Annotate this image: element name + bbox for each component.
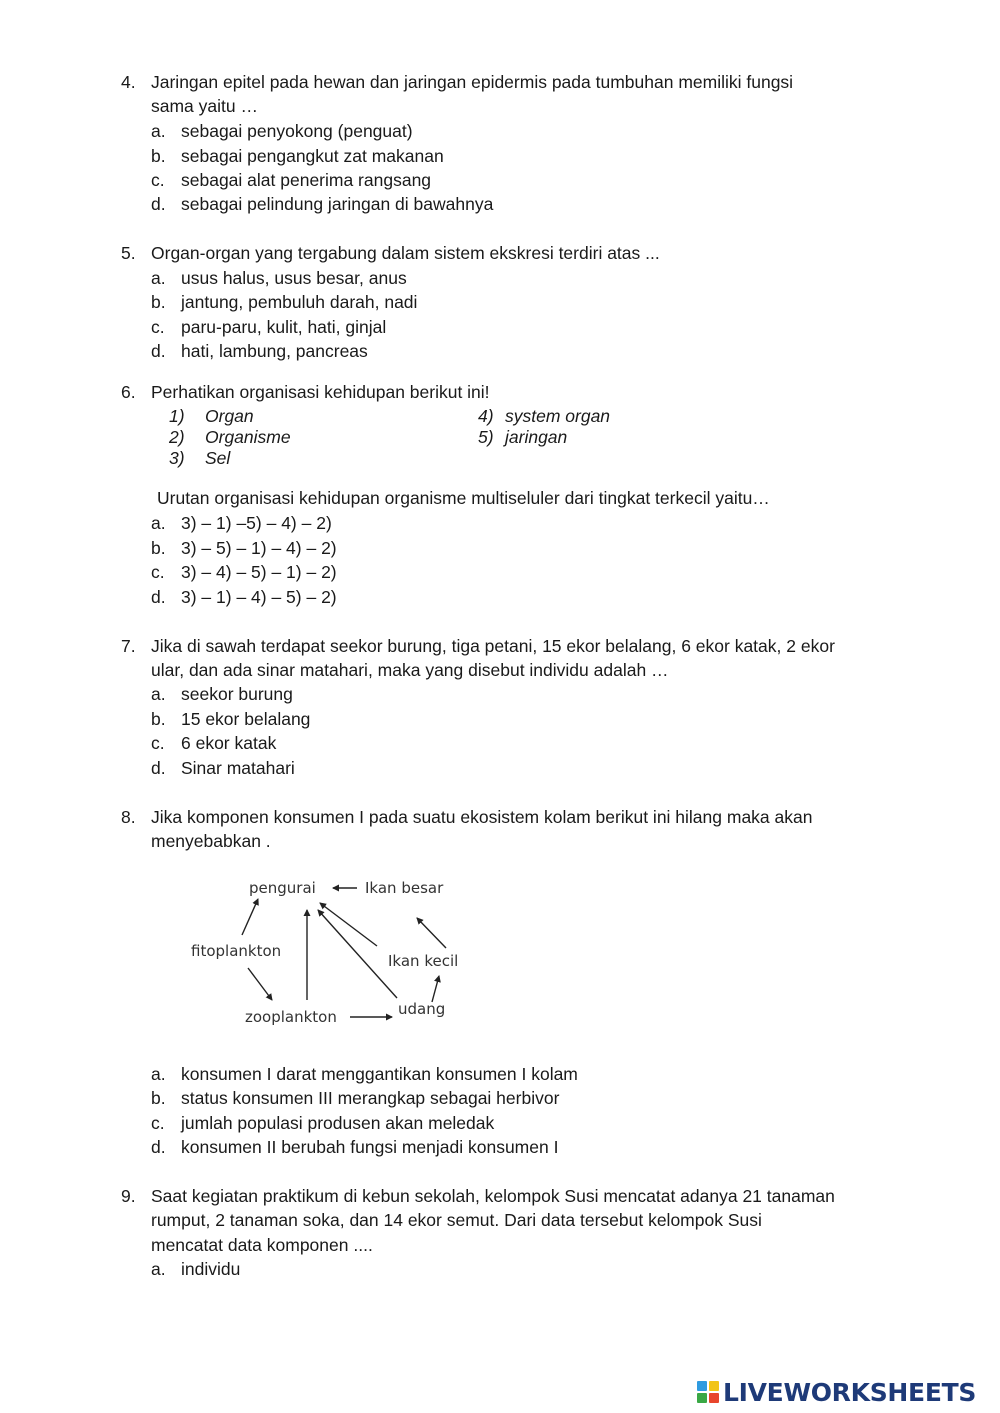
arrow-ikan-kecil-to-ikan-besar (417, 918, 446, 948)
option-label: a. (151, 1064, 166, 1084)
option-text: jantung, pembuluh darah, nadi (181, 292, 418, 312)
option-label: c. (151, 562, 165, 582)
question-text-line: menyebabkan . (151, 831, 271, 851)
option-label: a. (151, 121, 166, 141)
option-text: paru-paru, kulit, hati, ginjal (181, 317, 387, 337)
question-text-line: Jika komponen konsumen I pada suatu ekosistem kolam berikut ini hilang maka akan (151, 807, 813, 827)
arrow-ikan-kecil-to-pengurai (320, 903, 377, 946)
option-text: 3) – 5) – 1) – 4) – 2) (181, 538, 337, 558)
option-label: c. (151, 733, 165, 753)
question-text-line: Saat kegiatan praktikum di kebun sekolah, kelompok Susi mencatat adanya 21 tanaman (151, 1186, 835, 1206)
option-text: 3) – 1) –5) – 4) – 2) (181, 513, 332, 533)
question-number: 6. (121, 382, 136, 402)
option-text: individu (181, 1259, 241, 1279)
option-text: seekor burung (181, 684, 293, 704)
option-text: konsumen II berubah fungsi menjadi konsumen I (181, 1137, 559, 1157)
option-text: hati, lambung, pancreas (181, 341, 368, 361)
option-label: d. (151, 194, 166, 214)
list-item: Organ (205, 406, 254, 426)
option-label: b. (151, 709, 166, 729)
list-item: jaringan (505, 427, 568, 447)
question-text-line: sama yaitu … (151, 96, 258, 116)
option-text: 3) – 4) – 5) – 1) – 2) (181, 562, 337, 582)
question-number: 7. (121, 636, 136, 656)
option-label: a. (151, 684, 166, 704)
option-text: status konsumen III merangkap sebagai herbivor (181, 1088, 560, 1108)
option-text: usus halus, usus besar, anus (181, 268, 407, 288)
arrow-udang-to-pengurai (318, 910, 397, 998)
option-label: c. (151, 1113, 165, 1133)
option-text: 3) – 1) – 4) – 5) – 2) (181, 587, 337, 607)
arrow-fitoplankton-to-zooplankton (248, 968, 272, 1000)
option-label: c. (151, 317, 165, 337)
option-label: c. (151, 170, 165, 190)
list-item: Sel (205, 448, 231, 468)
arrow-fitoplankton-to-pengurai (242, 899, 258, 935)
brand-text: LIVEWORKSHEETS (723, 1378, 977, 1407)
node-fitoplankton: fitoplankton (191, 942, 282, 960)
list-number: 4) (478, 406, 494, 426)
option-label: a. (151, 513, 166, 533)
option-text: jumlah populasi produsen akan meledak (181, 1113, 495, 1133)
option-label: d. (151, 1137, 166, 1157)
node-ikan-besar: Ikan besar (365, 879, 444, 897)
list-item: system organ (505, 406, 611, 426)
option-label: d. (151, 341, 166, 361)
option-label: b. (151, 1088, 166, 1108)
food-web-diagram (180, 866, 480, 1036)
list-number: 3) (169, 448, 185, 468)
liveworksheets-logo-icon (697, 1381, 721, 1405)
question-text-line: ular, dan ada sinar matahari, maka yang disebut individu adalah … (151, 660, 669, 680)
node-ikan-kecil: Ikan kecil (388, 952, 459, 970)
option-text: sebagai alat penerima rangsang (181, 170, 432, 190)
question-prompt: Urutan organisasi kehidupan organisme multiseluler dari tingkat terkecil yaitu… (157, 488, 770, 508)
option-label: d. (151, 587, 166, 607)
question-text-line: Jaringan epitel pada hewan dan jaringan epidermis pada tumbuhan memiliki fungsi (151, 72, 794, 92)
option-label: b. (151, 146, 166, 166)
list-item: Organisme (205, 427, 291, 447)
option-text: sebagai pelindung jaringan di bawahnya (181, 194, 494, 214)
option-label: b. (151, 538, 166, 558)
node-pengurai: pengurai (249, 879, 316, 897)
question-text-line: mencatat data komponen .... (151, 1235, 373, 1255)
question-number: 8. (121, 807, 136, 827)
node-udang: udang (398, 1000, 446, 1018)
arrow-udang-to-ikan-kecil (432, 976, 439, 1002)
question-number: 4. (121, 72, 136, 92)
list-number: 5) (478, 427, 494, 447)
option-label: a. (151, 1259, 166, 1279)
option-text: 15 ekor belalang (181, 709, 311, 729)
question-text-line: Organ-organ yang tergabung dalam sistem ekskresi terdiri atas ... (151, 243, 660, 263)
question-text-line: Perhatikan organisasi kehidupan berikut ini! (151, 382, 490, 402)
list-number: 1) (169, 406, 185, 426)
option-label: a. (151, 268, 166, 288)
question-text-line: rumput, 2 tanaman soka, dan 14 ekor semut. Dari data tersebut kelompok Susi (151, 1210, 762, 1230)
node-zooplankton: zooplankton (245, 1008, 337, 1026)
question-number: 5. (121, 243, 136, 263)
question-number: 9. (121, 1186, 136, 1206)
list-number: 2) (169, 427, 185, 447)
option-text: Sinar matahari (181, 758, 295, 778)
option-text: 6 ekor katak (181, 733, 277, 753)
option-text: sebagai penyokong (penguat) (181, 121, 413, 141)
option-text: konsumen I darat menggantikan konsumen I kolam (181, 1064, 578, 1084)
option-text: sebagai pengangkut zat makanan (181, 146, 444, 166)
option-label: d. (151, 758, 166, 778)
question-text-line: Jika di sawah terdapat seekor burung, tiga petani, 15 ekor belalang, 6 ekor katak, 2 ekor (151, 636, 835, 656)
option-label: b. (151, 292, 166, 312)
